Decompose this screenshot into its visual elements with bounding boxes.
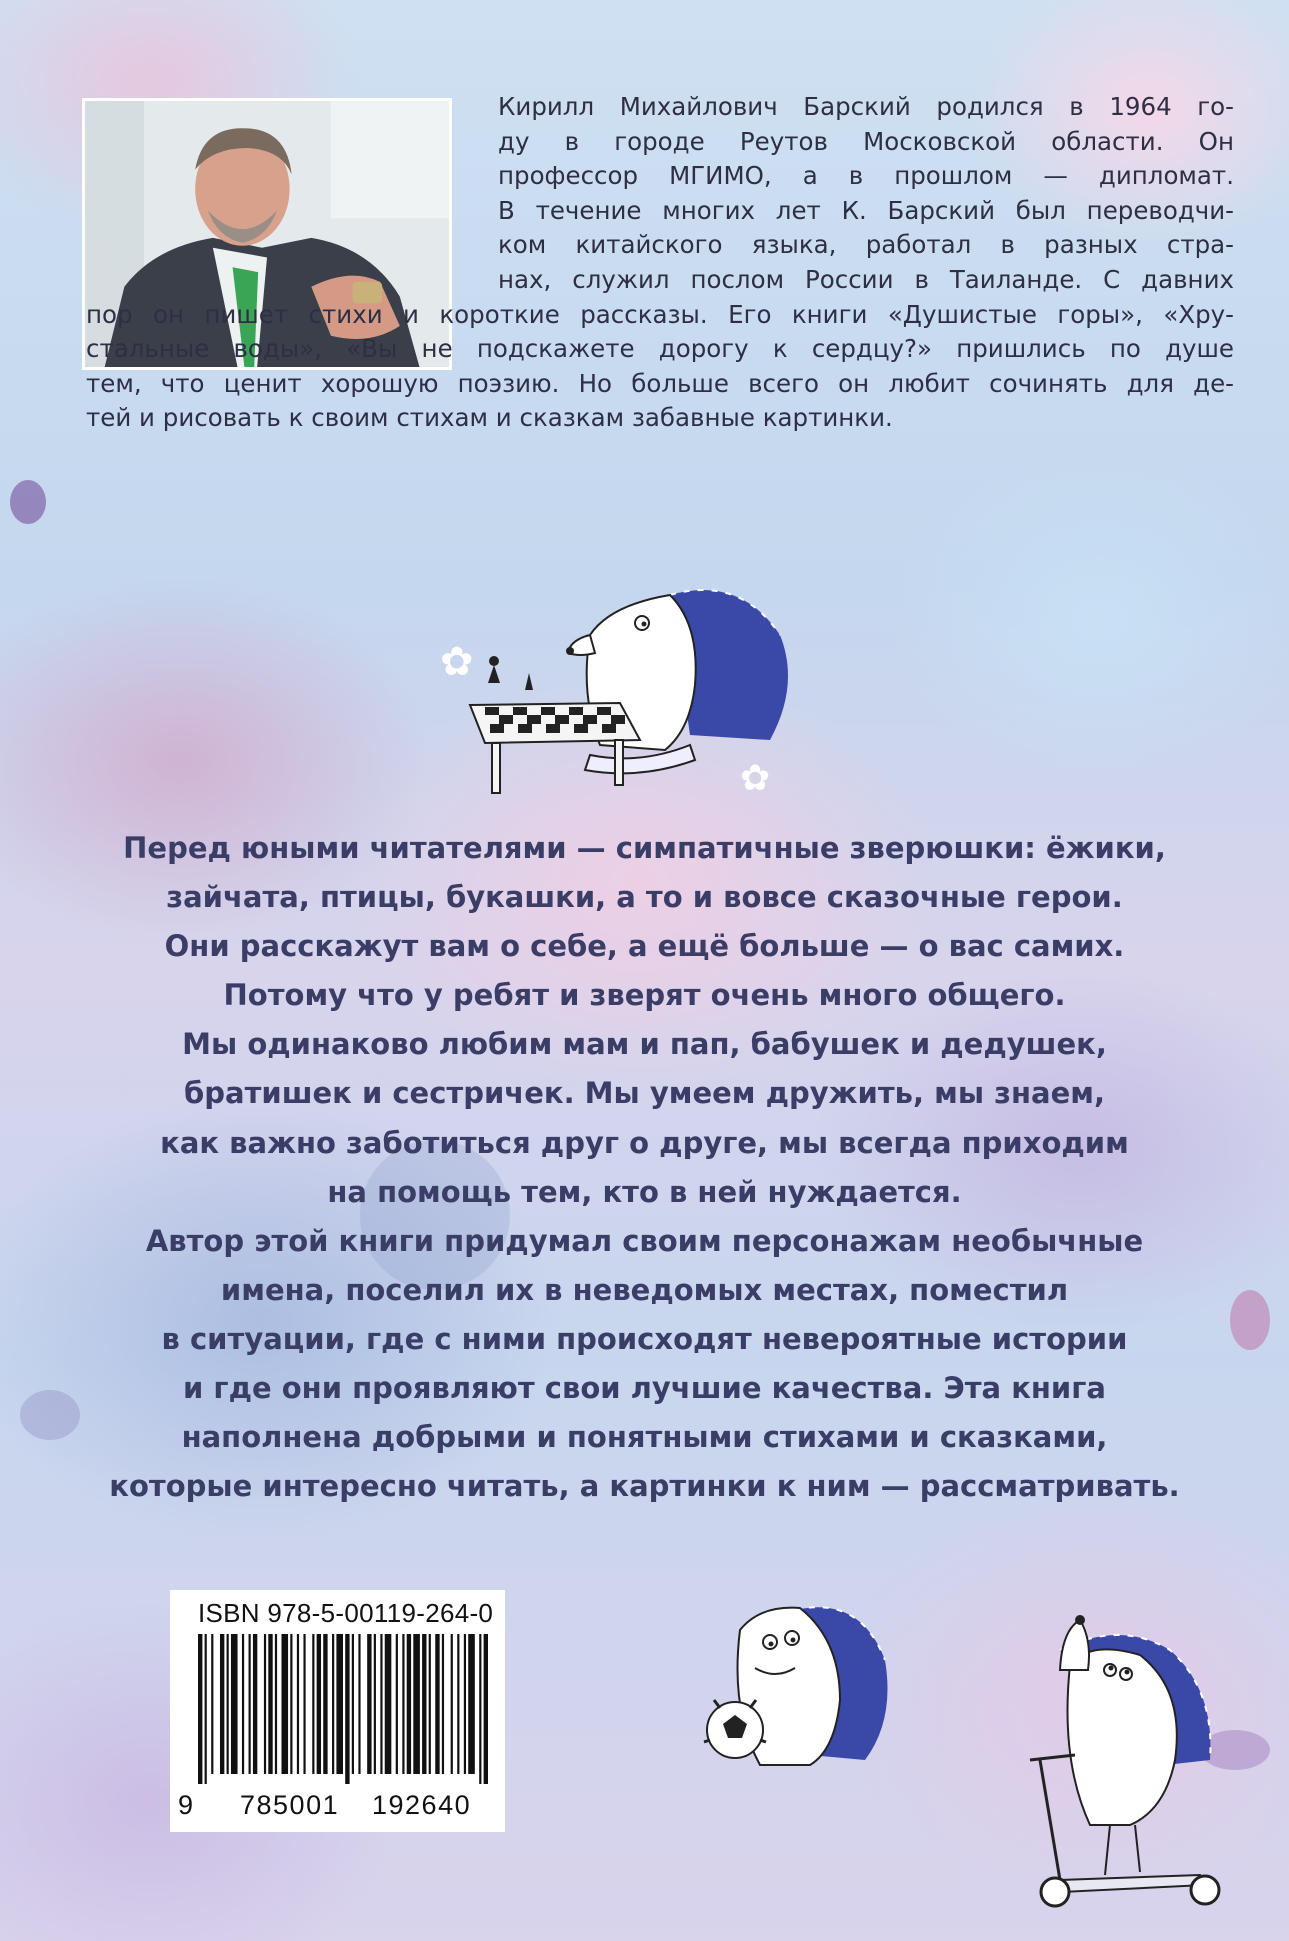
barcode-bar: [358, 1634, 360, 1774]
bio-line: тей и рисовать к своим стихам и сказкам забавные картинки.: [86, 403, 893, 433]
barcode-bar: [312, 1634, 314, 1774]
barcode-icon: [198, 1634, 488, 1784]
barcode-bar: [220, 1634, 224, 1774]
svg-text:✿: ✿: [740, 758, 771, 799]
barcode-digit-first: 9: [178, 1790, 195, 1820]
hedgehog-scooter-illustration-icon: [1000, 1610, 1230, 1910]
bio-line: тем, что ценит хорошую поэзию. Но больше всего он любит сочинять для де-: [86, 368, 1234, 398]
annotation-line: и где они проявляют свои лучшие качества. Эта книга: [183, 1371, 1106, 1406]
bio-line: пор он пишет стихи и короткие рассказы. Его книги «Душистые горы», «Хру-: [86, 299, 1234, 329]
annotation-line: в ситуации, где с ними происходят невероятные истории: [161, 1321, 1128, 1356]
annotation-line: как важно заботиться друг о друге, мы всегда приходим: [160, 1125, 1129, 1160]
barcode-bar: [435, 1634, 439, 1774]
barcode-bar: [413, 1634, 420, 1774]
barcode-bar: [367, 1634, 371, 1774]
barcode-bar: [396, 1634, 398, 1774]
svg-text:✿: ✿: [440, 639, 474, 685]
barcode-bar: [429, 1634, 431, 1774]
barcode-bar: [457, 1634, 459, 1774]
barcode-bar: [407, 1634, 411, 1774]
bio-line: ком китайского языка, работал в разных стра-: [498, 230, 1234, 260]
bio-line: профессор МГИМО, а в прошлом — дипломат.: [498, 161, 1234, 191]
barcode-bar: [242, 1634, 244, 1774]
barcode-bar: [422, 1634, 426, 1774]
bio-line: стальные воды», «Вы не подскажете дорогу к сердцу?» пришлись по душе: [86, 334, 1234, 364]
barcode-bar: [249, 1634, 251, 1774]
hedgehog-chess-illustration-icon: [440, 565, 800, 805]
bio-line: нах, служил послом России в Таиланде. С давних: [498, 264, 1234, 294]
barcode-bar: [227, 1634, 229, 1774]
isbn-number: ISBN 978-5-00119-264-0: [198, 1598, 494, 1628]
annotation-line: братишек и сестричек. Мы умеем дружить, мы знаем,: [184, 1076, 1105, 1111]
barcode-bar: [297, 1634, 299, 1774]
barcode-bar: [442, 1634, 444, 1774]
annotation-line: на помощь тем, кто в ней нуждается.: [327, 1174, 962, 1209]
barcode-bar: [402, 1634, 404, 1774]
barcode-bar: [205, 1634, 207, 1784]
bio-line: Кирилл Михайлович Барский родился в 1964 го-: [498, 92, 1234, 121]
isbn-barcode: [170, 1590, 505, 1832]
annotation-line: Мы одинаково любим мам и пап, бабушек и дедушек,: [182, 1027, 1107, 1062]
barcode-bar: [275, 1634, 277, 1774]
annotation-line: Перед юными читателями — симпатичные зверюшки: ёжики,: [123, 831, 1166, 865]
barcode-bar: [451, 1634, 453, 1774]
barcode-bar: [345, 1634, 349, 1784]
barcode-bar: [385, 1634, 392, 1774]
barcode-bar: [336, 1634, 343, 1774]
barcode-bar: [211, 1634, 213, 1774]
barcode-digits-left: 785001: [240, 1790, 340, 1820]
bio-line: В течение многих лет К. Барский был переводчи-: [498, 195, 1234, 225]
paint-blot: [10, 480, 46, 524]
annotation-line: зайчата, птицы, букашки, а то и вовсе сказочные герои.: [166, 880, 1123, 915]
barcode-bar: [380, 1634, 382, 1774]
annotation-line: которые интересно читать, а картинки к ним — рассматривать.: [109, 1469, 1180, 1504]
barcode-digits-right: 192640: [372, 1790, 472, 1820]
annotation-line: Они расскажут вам о себе, а ещё больше — о вас самих.: [164, 929, 1125, 964]
barcode-bar: [484, 1634, 488, 1784]
barcode-bar: [264, 1634, 266, 1774]
barcode-bar: [198, 1634, 202, 1784]
bio-line: ду в городе Реутов Московской области. Он: [498, 126, 1234, 156]
book-annotation: [0, 824, 1289, 1511]
barcode-bar: [303, 1634, 305, 1774]
barcode-bar: [374, 1634, 376, 1774]
barcode-bar: [352, 1634, 354, 1774]
annotation-line: Автор этой книги придумал своим персонажам необычные: [145, 1223, 1144, 1258]
barcode-bar: [468, 1634, 475, 1774]
annotation-line: имена, поселил их в неведомых местах, поместил: [220, 1272, 1069, 1307]
barcode-bar: [281, 1634, 288, 1774]
author-biography: [86, 90, 1234, 436]
annotation-line: наполнена добрыми и понятными стихами и сказками,: [181, 1420, 1108, 1455]
barcode-bar: [290, 1634, 292, 1774]
barcode-bar: [231, 1634, 238, 1774]
barcode-bar: [323, 1634, 327, 1774]
barcode-bar: [332, 1634, 334, 1774]
barcode-bar: [464, 1634, 466, 1774]
barcode-bar: [253, 1634, 257, 1774]
barcode-bar: [317, 1634, 321, 1774]
barcode-bar: [268, 1634, 272, 1774]
annotation-line: Потому что у ребят и зверят очень много общего.: [223, 978, 1066, 1013]
hedgehog-ball-illustration-icon: [700, 1590, 900, 1780]
barcode-bar: [479, 1634, 481, 1784]
